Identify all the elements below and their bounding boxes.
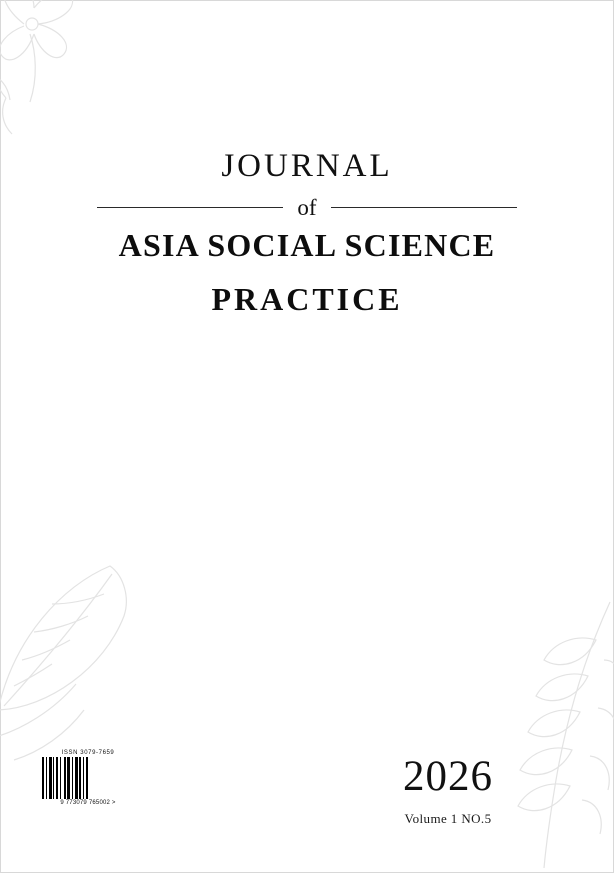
journal-word: JOURNAL bbox=[221, 148, 393, 184]
year-volume-block bbox=[368, 755, 528, 827]
cover-title-block bbox=[0, 148, 614, 319]
rule-right bbox=[331, 207, 517, 208]
barcode-digits: 9 773079 765002 > bbox=[60, 800, 116, 806]
year-text: 2026 bbox=[403, 753, 493, 800]
floral-decoration-top-left bbox=[0, 0, 106, 142]
of-word: of bbox=[297, 195, 317, 221]
rule-left bbox=[97, 207, 283, 208]
of-connector-row bbox=[97, 196, 517, 219]
issn-label: ISSN 3079-7659 bbox=[61, 750, 115, 756]
leaf-decoration-bottom-left bbox=[0, 560, 172, 770]
branch-decoration-bottom-right bbox=[484, 600, 614, 870]
volume-text: Volume 1 NO.5 bbox=[404, 811, 492, 826]
barcode-bars bbox=[42, 757, 134, 799]
barcode bbox=[42, 750, 134, 806]
journal-title-line-1: ASIA SOCIAL SCIENCE bbox=[118, 227, 496, 264]
journal-title-line-2: PRACTICE bbox=[211, 281, 403, 318]
